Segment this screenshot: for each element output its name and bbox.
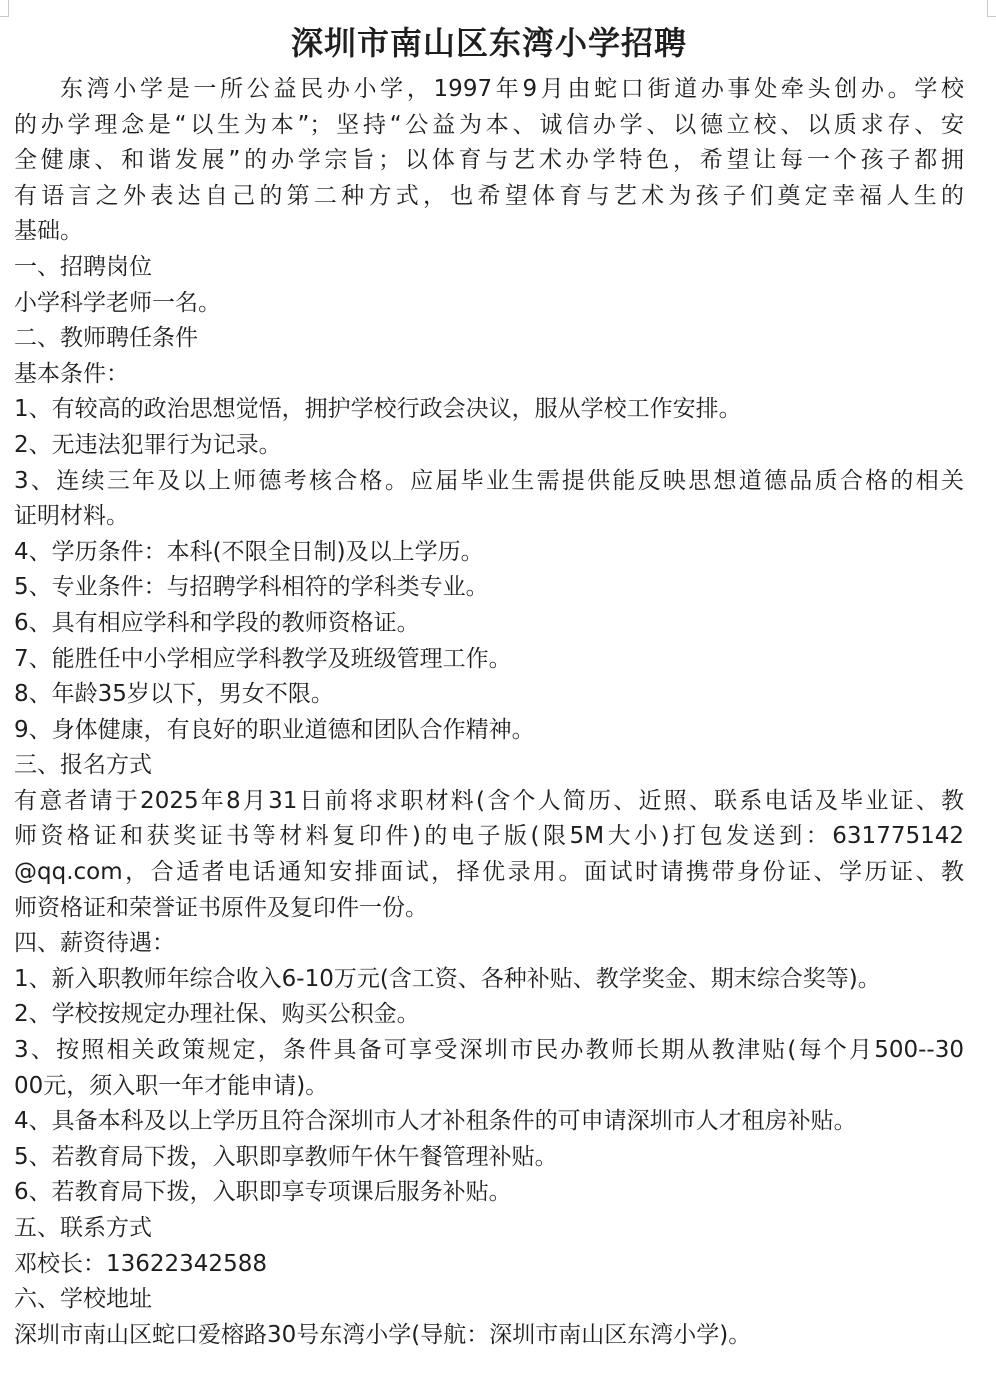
section-heading: 三、报名方式 [14,752,152,779]
salary-item: 5、若教育局下拨，入职即享教师午休午餐管理补贴。 [14,1143,558,1170]
requirement-item: 3、连续三年及以上师德考核合格。应届毕业生需提供能反映思想道德品质合格的相关 [14,467,964,494]
intro-line: 有语言之外表达自己的第二种方式，也希望体育与艺术为孩子们奠定幸福人生的 [14,182,964,209]
section-address [14,1282,964,1353]
application-line: 师资格证和荣誉证书原件及复印件一份。 [14,894,428,921]
section-salary [14,926,964,1211]
section-heading: 二、教师聘任条件 [14,325,198,352]
intro-paragraph [14,72,964,250]
application-line: 有意者请于2025年8月31日前将求职材料(含个人简历、近照、联系电话及毕业证、教 [14,787,964,814]
section-application [14,748,964,926]
requirement-item: 4、学历条件：本科(不限全日制)及以上学历。 [14,538,484,565]
requirement-item: 8、年龄35岁以下，男女不限。 [14,681,334,708]
page-corner-mark-left [0,0,9,17]
application-line: @qq.com，合适者电话通知安排面试，择优录用。面试时请携带身份证、学历证、教 [14,859,964,886]
section-heading: 六、学校地址 [14,1286,152,1313]
page-corner-mark-right [987,0,996,17]
requirement-item: 9、身体健康，有良好的职业道德和团队合作精神。 [14,716,535,743]
salary-item-continued: 00元，须入职一年才能申请)。 [14,1072,329,1099]
salary-item: 4、具备本科及以上学历且符合深圳市人才补租条件的可申请深圳市人才租房补贴。 [14,1108,857,1135]
salary-item: 2、学校按规定办理社保、购买公积金。 [14,1001,420,1028]
address-line: 深圳市南山区蛇口爱榕路30号东湾小学(导航：深圳市南山区东湾小学)。 [14,1321,752,1348]
salary-item: 1、新入职教师年综合收入6-10万元(含工资、各种补贴、教学奖金、期末综合奖等)。 [14,965,881,992]
section-heading: 四、薪资待遇： [14,930,175,957]
section-heading: 五、联系方式 [14,1215,152,1241]
recruitment-notice [14,14,964,1353]
section-position [14,250,964,321]
section-contact [14,1211,964,1282]
intro-line: 全健康、和谐发展”的办学宗旨；以体育与艺术办学特色，希望让每一个孩子都拥 [14,147,964,174]
application-line: 师资格证和获奖证书等材料复印件)的电子版(限5M大小)打包发送到：631775142 [14,823,964,850]
salary-item: 6、若教育局下拨，入职即享专项课后服务补贴。 [14,1179,512,1206]
requirement-item: 2、无违法犯罪行为记录。 [14,431,282,458]
requirement-item: 7、能胜任中小学相应学科教学及班级管理工作。 [14,645,512,672]
requirement-item: 5、专业条件：与招聘学科相符的学科类专业。 [14,574,489,601]
requirement-item-continued: 证明材料。 [14,503,129,530]
requirement-item: 1、有较高的政治思想觉悟，拥护学校行政会决议，服从学校工作安排。 [14,396,742,423]
intro-line: 东湾小学是一所公益民办小学，1997年9月由蛇口街道办事处牵头创办。学校 [60,76,964,102]
salary-item: 3、按照相关政策规定，条件具备可享受深圳市民办教师长期从教津贴(每个月500--30 [14,1037,964,1064]
section-line: 小学科学老师一名。 [14,289,221,316]
intro-line: 基础。 [14,218,83,245]
intro-line: 的办学理念是“以生为本”；坚持“公益为本、诚信办学、以德立校、以质求存、安 [14,111,964,138]
section-heading: 一、招聘岗位 [14,253,152,280]
section-requirements [14,321,964,748]
requirement-item: 6、具有相应学科和学段的教师资格证。 [14,609,420,636]
page-title: 深圳市南山区东湾小学招聘 [290,24,687,62]
contact-line: 邓校长：13622342588 [14,1250,267,1277]
section-subheading: 基本条件： [14,360,129,387]
